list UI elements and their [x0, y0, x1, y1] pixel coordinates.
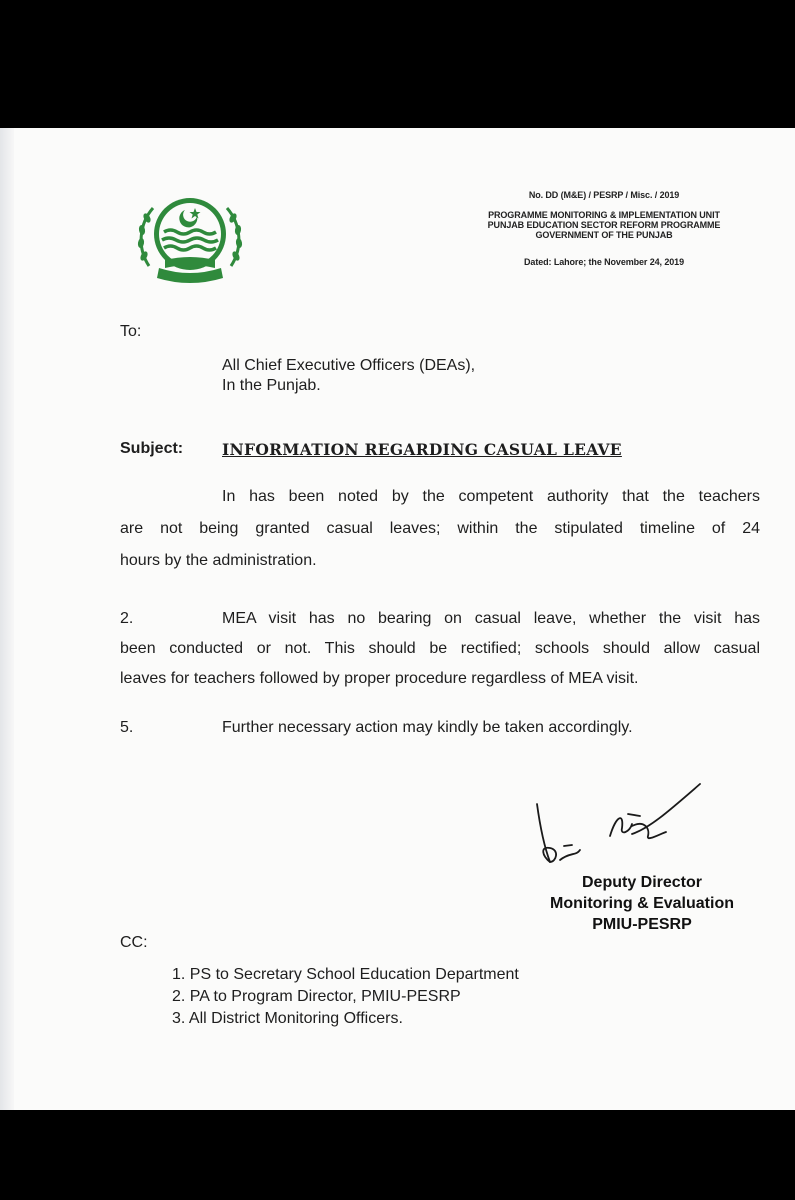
para3-text: Further necessary action may kindly be taken accordingly. [222, 719, 633, 736]
bottom-black-bar [0, 1110, 795, 1200]
signatory-block [522, 872, 762, 935]
document-page [0, 128, 795, 1110]
letterhead [468, 190, 740, 267]
para2-number: 2. [120, 610, 134, 627]
office-line-2: PUNJAB EDUCATION SECTOR REFORM PROGRAMME [487, 220, 721, 230]
recipient-line-2: In the Punjab. [222, 377, 321, 394]
office-line-1: PROGRAMME MONITORING & IMPLEMENTATION UNIT [488, 210, 720, 220]
office-line-3: GOVERNMENT OF THE PUNJAB [535, 230, 673, 240]
cc-item: 2. PA to Program Director, PMIU-PESRP [172, 988, 461, 1005]
cc-item: 3. All District Monitoring Officers. [172, 1010, 403, 1027]
cc-item: 1. PS to Secretary School Education Department [172, 966, 519, 983]
recipient-line-1: All Chief Executive Officers (DEAs), [222, 357, 476, 374]
cc-label: CC: [120, 934, 148, 951]
para1-line-1: In has been noted by the competent authority that the teachers [222, 488, 760, 505]
to-label: To: [120, 323, 142, 340]
subject-label: Subject: [120, 440, 184, 457]
reference-number: No. DD (M&E) / PESRP / Misc. / 2019 [528, 190, 680, 200]
page-edge-shadow [0, 128, 14, 1110]
subject-text: INFORMATION REGARDING CASUAL LEAVE [222, 440, 622, 459]
signatory-department: Monitoring & Evaluation [550, 895, 734, 912]
signatory-office: PMIU-PESRP [592, 916, 692, 933]
para1-line-3: hours by the administration. [120, 552, 317, 569]
para3-number: 5. [120, 719, 134, 736]
top-black-bar [0, 0, 795, 128]
signatory-title: Deputy Director [581, 874, 703, 891]
punjab-government-logo-icon [135, 188, 245, 290]
para2-line-2: been conducted or not. This should be rectified; schools should allow casual [120, 640, 760, 657]
handwritten-signature [520, 776, 720, 876]
para2-line-1: MEA visit has no bearing on casual leave, whether the visit has [222, 610, 760, 627]
dated-line: Dated: Lahore; the November 24, 2019 [524, 257, 684, 267]
para1-line-2: are not being granted casual leaves; within the stipulated timeline of 24 [120, 520, 760, 537]
para2-line-3: leaves for teachers followed by proper procedure regardless of MEA visit. [120, 670, 639, 687]
